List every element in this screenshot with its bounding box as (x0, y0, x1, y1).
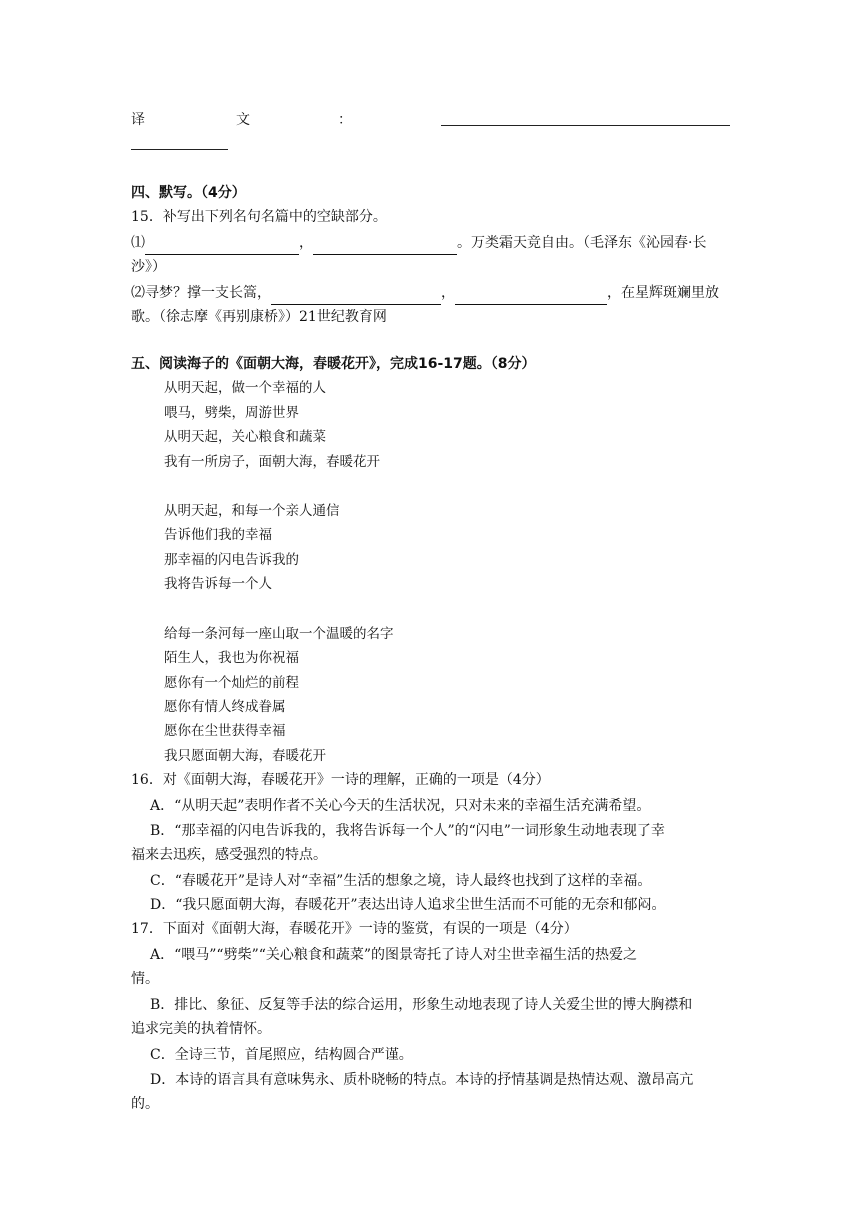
q16-option-b-cont: 福来去迅疾，感受强烈的特点。 (131, 847, 327, 863)
translation-label-char-1: 译 (131, 112, 145, 128)
q15-item1-number: ⑴ (131, 235, 145, 251)
poem-line: 陌生人，我也为你祝福 (164, 650, 299, 666)
q17-option-d[interactable]: D．本诗的语言具有意味隽永、质朴晓畅的特点。本诗的抒情基调是热情达观、激昂高亢 (150, 1072, 694, 1088)
section4-title: 四、默写。（4分） (131, 185, 246, 201)
q16-stem: 16．对《面朝大海，春暖花开》一诗的理解，正确的一项是（4分） (131, 772, 550, 788)
q15-item1-cont: 沙》） (131, 259, 166, 275)
q15-item2-text-2: ，在星辉斑斓里放 (607, 285, 719, 301)
section5-title: 五、阅读海子的《面朝大海，春暖花开》，完成16-17题。（8分） (131, 356, 536, 372)
q15-item2-cont: 歌。（徐志摩《再别康桥》）21世纪教育网 (131, 309, 387, 325)
q15-item2 (131, 281, 719, 305)
translation-answer-blank-cont[interactable] (131, 149, 228, 150)
poem-line: 愿你有情人终成眷属 (164, 699, 286, 715)
q17-stem: 17．下面对《面朝大海，春暖花开》一诗的鉴赏，有误的一项是（4分） (131, 921, 578, 937)
q17-option-b[interactable]: B．排比、象征、反复等手法的综合运用，形象生动地表现了诗人关爱尘世的博大胸襟和 (150, 997, 693, 1013)
poem-line: 愿你在尘世获得幸福 (164, 723, 286, 739)
poem-line: 我只愿面朝大海，春暖花开 (164, 748, 326, 764)
q15-item1-blank-1[interactable] (145, 238, 299, 255)
poem-line: 那幸福的闪电告诉我的 (164, 552, 299, 568)
q15-stem: 15．补写出下列名句名篇中的空缺部分。 (131, 209, 387, 225)
q15-item1-comma: ， (299, 235, 313, 251)
poem-line: 我将告诉每一个人 (164, 576, 272, 592)
q17-option-a[interactable]: A．“喂马”“劈柴”“关心粮食和蔬菜”的图景寄托了诗人对尘世幸福生活的热爱之 (150, 947, 638, 963)
q17-option-d-cont: 的。 (131, 1096, 159, 1112)
q15-item2-blank-2[interactable] (455, 288, 607, 305)
q17-option-a-cont: 情。 (131, 971, 159, 987)
q16-option-a[interactable]: A．“从明天起”表明作者不关心今天的生活状况，只对未来的幸福生活充满希望。 (150, 798, 651, 814)
poem-line: 愿你有一个灿烂的前程 (164, 675, 299, 691)
poem-line: 告诉他们我的幸福 (164, 527, 272, 543)
q16-option-c[interactable]: C．“春暖花开”是诗人对“幸福”生活的想象之境，诗人最终也找到了这样的幸福。 (150, 873, 652, 889)
translation-label-char-2: 文 (236, 112, 250, 128)
poem-line: 从明天起，关心粮食和蔬菜 (164, 429, 326, 445)
poem-line: 喂马，劈柴，周游世界 (164, 405, 299, 421)
q16-option-b[interactable]: B．“那幸福的闪电告诉我的，我将告诉每一个人”的“闪电”一词形象生动地表现了幸 (150, 823, 665, 839)
q15-item1-text: 。万类霜天竞自由。（毛泽东《沁园春·长 (457, 235, 707, 251)
poem-line: 给每一条河每一座山取一个温暖的名字 (164, 626, 394, 642)
poem-line: 我有一所房子，面朝大海，春暖花开 (164, 454, 380, 470)
q15-item1 (131, 231, 706, 255)
q15-item2-comma: ， (441, 285, 455, 301)
translation-label-colon: ： (338, 112, 352, 128)
poem-line: 从明天起，和每一个亲人通信 (164, 503, 340, 519)
q17-option-b-cont: 追求完美的执着情怀。 (131, 1021, 271, 1037)
q15-item2-blank-1[interactable] (271, 288, 441, 305)
translation-answer-blank[interactable] (441, 125, 730, 126)
q16-option-d[interactable]: D．“我只愿面朝大海，春暖花开”表达出诗人追求尘世生活而不可能的无奈和郁闷。 (150, 897, 666, 913)
q17-option-c[interactable]: C．全诗三节，首尾照应，结构圆合严谨。 (150, 1047, 413, 1063)
q15-item2-text-1: ⑵寻梦？撑一支长篙， (131, 285, 271, 301)
q15-item1-blank-2[interactable] (313, 238, 457, 255)
poem-line: 从明天起，做一个幸福的人 (164, 380, 326, 396)
